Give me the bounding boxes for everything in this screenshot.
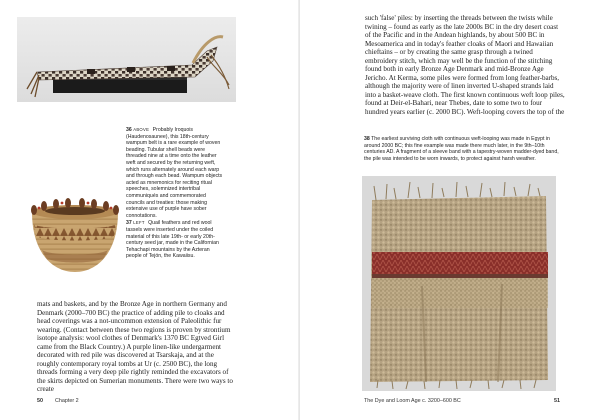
figure-37-text: Quail feathers and red wool tassels were inserted under the coiled material of this late 19th- or early 20th-century seed jar, made in the Californian Tehachapi mountains by the Azteran people of Tejón, the Kawaiisu. [126,220,219,260]
left-page-number: 50 [37,398,43,404]
figure-36-caption [126,127,226,219]
weft-looped-textile-photo [362,176,556,391]
figure-38-caption [364,136,564,162]
seed-jar-basket-photo [28,180,123,275]
right-page-number: 51 [554,398,560,404]
wampum-belt-photo [17,17,236,102]
right-running-head: The Dye and Loom Age c. 3200–600 BC [364,398,461,404]
figure-37-caption [126,220,226,260]
figure-37-number: 37 [126,220,132,227]
right-figure-caption [364,136,564,163]
right-body-paragraph: such 'false' piles: by inserting the threads between the twists while twining – found as early as the late 2000s BC in the dry desert coast of the Pacific and in the Andean highlands, by about 500 BC in Mesoamerica and in today's feather cloaks of Maori and Hawaiian chieftains – or by creating the same grasp through a twined embroidery stitch, which may well be the function of the stitching found both in early Bronze Age Denmark and mid-Bronze Age Jericho. At Kerma, some piles were formed from long feather-barbs, although the majority were of linen inverted U-shaped strands laid into a basket-weave cloth. The first known continuous weft loop piles, found at Deir-el-Bahari, near Thebes, date to some two to four hundred years earlier (c. 2000 BC). Weft-looping covers the top of the [365,14,565,117]
figure-36-position: ABOVE [133,127,150,132]
figure-36-number: 36 [126,127,132,133]
left-body-paragraph: mats and baskets, and by the Bronze Age in northern Germany and Denmark (2000–700 BC) the practice of adding pile to cloaks and head coverings was a not-uncommon extension of Paleolithic fur wearing. (Contact between these two regions is proven by strontium isotope analysis: wool clothes of Denmark's 1370 BC Egtved Girl came from the Black Country.) A purple linen-like undergarment decorated with red pile was discovered at Tsarskaja, and at the roughly contemporary royal tombs at Ur (c. 2500 BC), the long threads forming a very deep pile rightly reminded the excavators of the skirts depicted on Sumerian monuments. There were two ways to create [37,300,233,394]
left-running-head: Chapter 2 [55,398,79,404]
figure-38-text: The earliest surviving cloth with continuous weft-looping was made in Egypt in around 2000 BC; this fine example was made there much later, in the 9th–10th centuries AD. A fragment of a sleeve band with a tapestry-woven madder-dyed band, the pile was intended to be worn inwards, to protect against harsh weather. [364,136,559,162]
figure-36-text: Probably Iroquois (Haudenosaunee), this 18th-century wampum belt is a rare example of woven beading. Tubular shell beads were threaded nine at a time onto the leather weft and secured by the returning weft, which runs alternately around each warp and through each bead. Wampum objects acted as mnemonics for reciting ritual speeches, solemnized intertribal communiqués and commemorated councils and treaties: those making extensive use of purple have sober connotations. [126,127,223,219]
right-body-text [365,14,565,117]
figure-37-position: LEFT [133,220,145,226]
left-figure-captions [126,127,226,261]
figure-38-number: 38 [364,136,370,142]
left-body-text [37,300,237,394]
